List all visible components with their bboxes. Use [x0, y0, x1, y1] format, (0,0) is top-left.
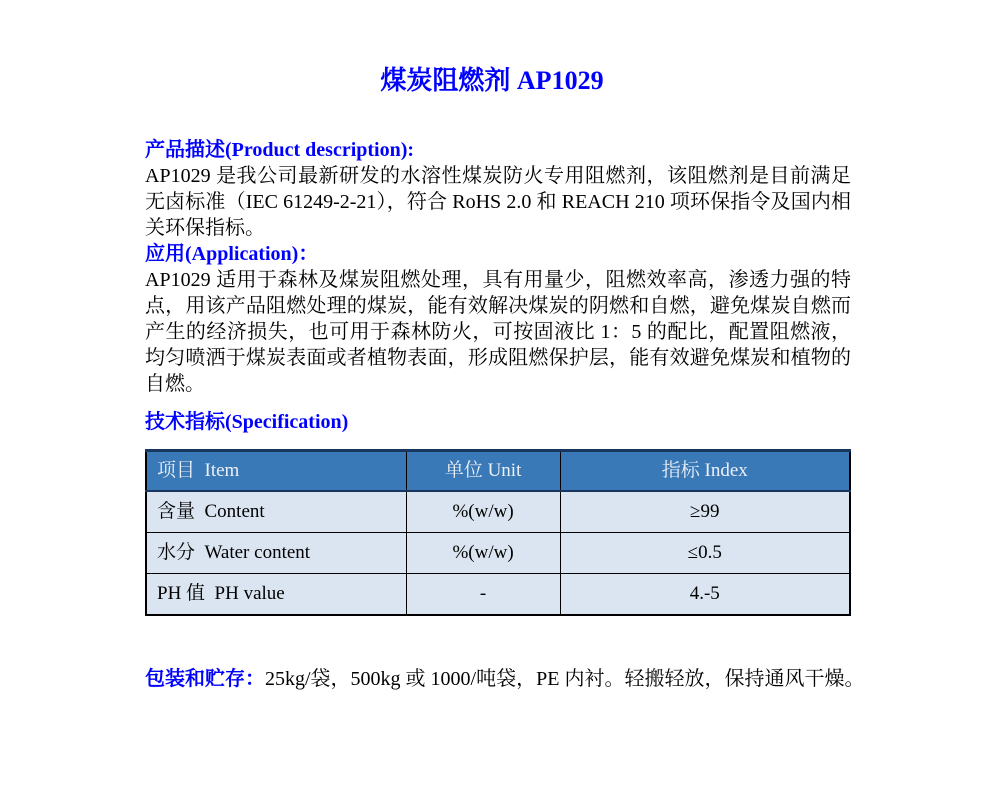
- packaging-text: 25kg/袋，500kg 或 1000/吨袋，PE 内衬。轻搬轻放，保持通风干燥。: [265, 668, 865, 690]
- cell-water-unit: %(w/w): [406, 533, 560, 574]
- section-heading-application: 应用(Application)：: [145, 243, 319, 265]
- table-row-ph-value: [146, 574, 850, 616]
- packaging-line: [145, 666, 865, 692]
- section-heading-specification: 技术指标(Specification): [145, 411, 349, 433]
- page-title: 煤炭阻燃剂 AP1029: [380, 66, 604, 95]
- cell-water-item: 水分 Water content: [146, 533, 406, 574]
- document-body: [145, 137, 865, 692]
- spec-table: [145, 449, 851, 616]
- paragraph-application: AP1029 适用于森林及煤炭阻燃处理，具有用量少，阻燃效率高，渗透力强的特点，用该产品阻燃处理的煤炭，能有效解决煤炭的阴燃和自燃，避免煤炭自燃而产生的经济损失，也可用于森林防火，可按固液比 1：5 的配比，配置阻燃液，均匀喷洒于煤炭表面或者植物表面，形成阻燃保护层，能有效避免煤炭和植物的自燃。: [145, 269, 851, 395]
- cell-ph-unit: -: [406, 574, 560, 616]
- cell-ph-item: PH 值 PH value: [146, 574, 406, 616]
- table-row-water-content: [146, 533, 850, 574]
- header-cell-unit: 单位 Unit: [406, 451, 560, 492]
- cell-ph-index: 4.-5: [560, 574, 850, 616]
- cell-content-item: 含量 Content: [146, 491, 406, 533]
- cell-content-index: ≥99: [560, 491, 850, 533]
- header-cell-index: 指标 Index: [560, 451, 850, 492]
- paragraph-product-description: AP1029 是我公司最新研发的水溶性煤炭防火专用阻燃剂，该阻燃剂是目前满足无卤标准（IEC 61249-2-21），符合 RoHS 2.0 和 REACH 210 项环保指令及国内相关环保指标。: [145, 165, 851, 239]
- packaging-label: 包装和贮存：: [145, 668, 265, 690]
- section-heading-product-description: 产品描述(Product description):: [145, 139, 415, 161]
- cell-content-unit: %(w/w): [406, 491, 560, 533]
- header-cell-item: 项目 Item: [146, 451, 406, 492]
- spec-table-header-row: [146, 451, 850, 492]
- table-row-content: [146, 491, 850, 533]
- cell-water-index: ≤0.5: [560, 533, 850, 574]
